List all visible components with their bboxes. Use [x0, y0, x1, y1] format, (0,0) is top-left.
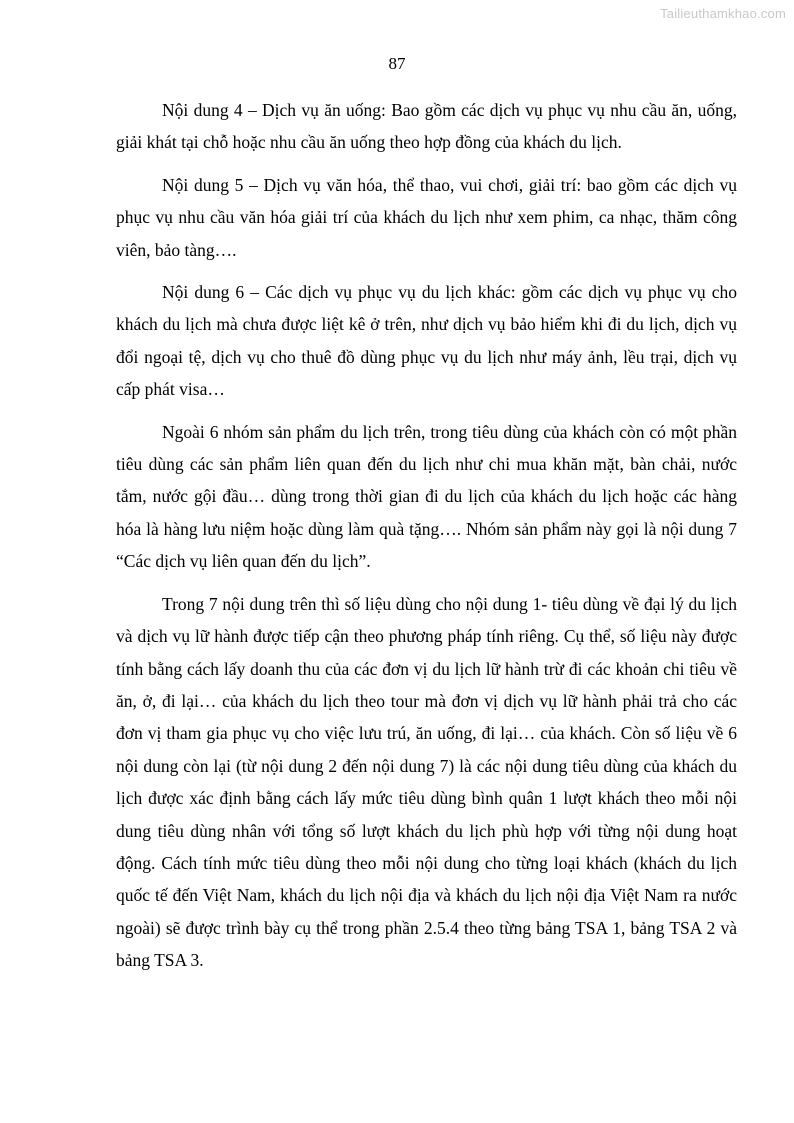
paragraph-calculation-method: Trong 7 nội dung trên thì số liệu dùng cho nội dung 1- tiêu dùng về đại lý du lịch và dịch vụ lữ hành được tiếp cận theo phương pháp tính riêng. Cụ thể, số liệu này được tính bằng cách lấy doanh thu của các đơn vị du lịch lữ hành trừ đi các khoản chi tiêu về ăn, ở, đi lại… của khách du lịch theo tour mà đơn vị dịch vụ lữ hành phải trả cho các đơn vị tham gia phục vụ cho việc lưu trú, ăn uống, đi lại… của khách. Còn số liệu về 6 nội dung còn lại (từ nội dung 2 đến nội dung 7) là các nội dung tiêu dùng của khách du lịch được xác định bằng cách lấy mức tiêu dùng bình quân 1 lượt khách theo mỗi nội dung tiêu dùng nhân với tổng số lượt khách du lịch phù hợp với từng nội dung hoạt động. Cách tính mức tiêu dùng theo mỗi nội dung cho từng loại khách (khách du lịch quốc tế đến Việt Nam, khách du lịch nội địa và khách du lịch nội địa Việt Nam ra nước ngoài) sẽ được trình bày cụ thể trong phần 2.5.4 theo từng bảng TSA 1, bảng TSA 2 và bảng TSA 3.	[116, 593, 737, 971]
watermark: Tailieuthamkhao.com	[660, 6, 786, 21]
document-body	[116, 94, 737, 987]
page-number: 87	[388, 54, 406, 73]
paragraph-content-5: Nội dung 5 – Dịch vụ văn hóa, thể thao, vui chơi, giải trí: bao gồm các dịch vụ phục vụ nhu cầu văn hóa giải trí của khách du lịch như xem phim, ca nhạc, thăm công viên, bảo tàng….	[116, 174, 737, 260]
paragraph-content-6: Nội dung 6 – Các dịch vụ phục vụ du lịch khác: gồm các dịch vụ phục vụ cho khách du lịch mà chưa được liệt kê ở trên, như dịch vụ bảo hiểm khi đi du lịch, dịch vụ đổi ngoại tệ, dịch vụ cho thuê đồ dùng phục vụ du lịch như máy ảnh, lều trại, dịch vụ cấp phát visa…	[116, 282, 737, 400]
paragraph-content-4: Nội dung 4 – Dịch vụ ăn uống: Bao gồm các dịch vụ phục vụ nhu cầu ăn, uống, giải khát tại chỗ hoặc nhu cầu ăn uống theo hợp đồng của khách du lịch.	[116, 100, 737, 153]
paragraph-content-7: Ngoài 6 nhóm sản phẩm du lịch trên, trong tiêu dùng của khách còn có một phần tiêu dùng các sản phẩm liên quan đến du lịch như chi mua khăn mặt, bàn chải, nước tắm, nước gội đầu… dùng trong thời gian đi du lịch của khách du lịch hoặc các hàng hóa là hàng lưu niệm hoặc dùng làm quà tặng…. Nhóm sản phẩm này gọi là nội dung 7 “Các dịch vụ liên quan đến du lịch”.	[116, 421, 737, 572]
